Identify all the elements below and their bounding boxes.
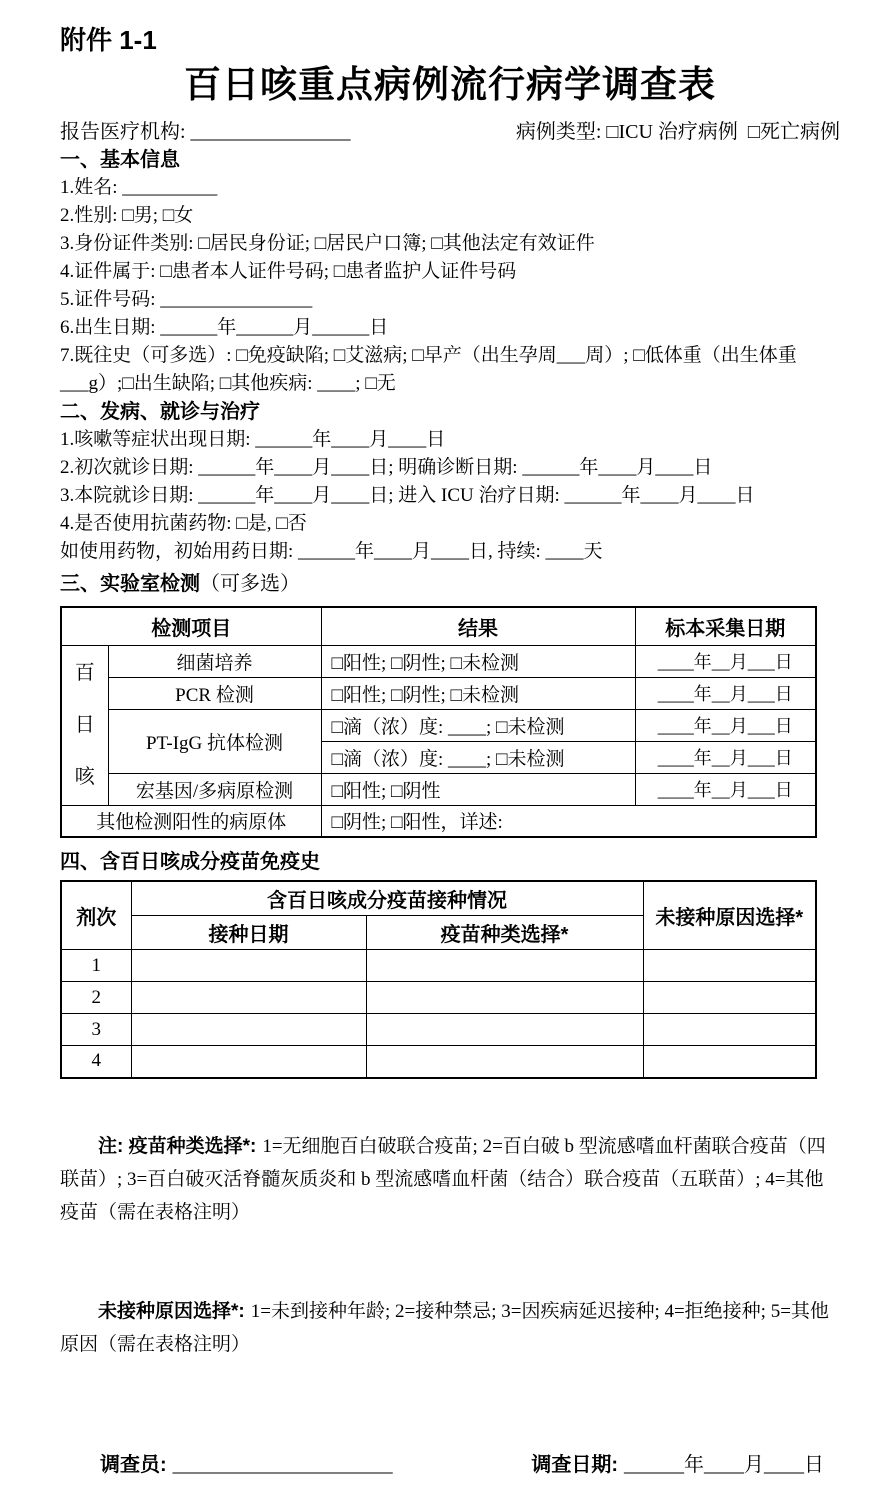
note-vaccine-types-label: 注: 疫苗种类选择*: [98, 1135, 257, 1157]
vaccine-type-cell [366, 982, 643, 1014]
lab-date-cell: ____年__月___日 [635, 709, 816, 741]
field-gender: 2.性别: □男; □女 [60, 205, 194, 226]
vaccination-date-cell [131, 1046, 366, 1078]
lab-item-cell: PT-IgG 抗体检测 [108, 709, 321, 773]
lab-heading-suffix: （可多选） [200, 573, 300, 595]
field-id-type: 3.身份证件类别: □居民身份证; □居民户口簿; □其他法定有效证件 [60, 233, 595, 254]
lab-row-pcr [61, 677, 816, 709]
note-reasons-label: 未接种原因选择*: [98, 1300, 245, 1322]
dose-number-cell: 1 [61, 950, 131, 982]
lab-date-cell: ____年__月___日 [635, 677, 816, 709]
lab-other-label-cell: 其他检测阳性的病原体 [61, 805, 321, 837]
field-history: 7.既往史（可多选）: □免疫缺陷; □艾滋病; □早产（出生孕周___周）; □低体重（出生体重___g）;□出生缺陷; □其他疾病: ____; □无 [60, 345, 797, 394]
lab-row-culture [61, 645, 816, 677]
lab-item-cell: 细菌培养 [108, 645, 321, 677]
lab-date-cell: ____年__月___日 [635, 741, 816, 773]
investigator-blank: ______________________ [172, 1453, 393, 1476]
vaccine-col-reason: 未接种原因选择* [643, 881, 816, 950]
vaccine-col-dose: 剂次 [61, 881, 131, 950]
no-vaccination-reason-cell [643, 1046, 816, 1078]
lab-result-cell: □阳性; □阴性; □未检测 [321, 677, 635, 709]
lab-result-cell: □阳性; □阴性 [321, 773, 635, 805]
vaccine-row-1 [61, 950, 816, 982]
survey-date-blank: ______年____月____日 [624, 1453, 824, 1476]
field-id-number: 5.证件号码: ________________ [60, 289, 313, 310]
field-symptom-date: 1.咳嗽等症状出现日期: ______年____月____日 [60, 429, 446, 450]
field-birth-date: 6.出生日期: ______年______月______日 [60, 317, 389, 338]
vaccine-col-date: 接种日期 [131, 916, 366, 950]
lab-header-row [61, 607, 816, 645]
section-heading-vaccine-history: 四、含百日咳成分疫苗免疫史 [60, 851, 320, 873]
vaccine-type-cell [366, 1046, 643, 1078]
lab-item-cell: PCR 检测 [108, 677, 321, 709]
vaccine-row-4 [61, 1046, 816, 1078]
vaccine-row-2 [61, 982, 816, 1014]
lab-row-ptigg-1 [61, 709, 816, 741]
note-reasons-text: 1=未到接种年龄; 2=接种禁忌; 3=因疾病延迟接种; 4=拒绝接种; 5=其他原因（需在表格注明） [60, 1300, 829, 1355]
section-heading-basic-info: 一、基本信息 [60, 149, 180, 171]
case-type-field: 病例类型: □ICU 治疗病例 □死亡病例 [515, 121, 840, 143]
lab-test-table [60, 606, 817, 838]
notes-section [60, 1097, 840, 1394]
field-name: 1.姓名: __________ [60, 177, 218, 198]
lab-group-label: 百日咳 [74, 662, 95, 788]
lab-row-metagenomic [61, 773, 816, 805]
lab-result-cell: □滴（浓）度: ____; □未检测 [321, 709, 635, 741]
note-no-vaccination-reasons [60, 1262, 840, 1394]
vaccination-date-cell [131, 1014, 366, 1046]
vaccination-date-cell [131, 982, 366, 1014]
vaccination-date-cell [131, 950, 366, 982]
lab-other-result-cell: □阴性; □阳性，详述: [321, 805, 816, 837]
note-vaccine-types-text: 1=无细胞百白破联合疫苗; 2=百白破 b 型流感嗜血杆菌联合疫苗（四联苗）; 3=百白破灭活脊髓灰质炎和 b 型流感嗜血杆菌（结合）联合疫苗（五联苗）; 4=其他疫苗（需在表格注明） [60, 1135, 826, 1223]
lab-row-other-pathogen [61, 805, 816, 837]
lab-date-cell: ____年__月___日 [635, 645, 816, 677]
footer-line [60, 1420, 840, 1510]
lab-col-item: 检测项目 [61, 607, 321, 645]
vaccine-type-cell [366, 950, 643, 982]
vaccine-col-type: 疫苗种类选择* [366, 916, 643, 950]
investigator-field [60, 1420, 393, 1510]
dose-number-cell: 4 [61, 1046, 131, 1078]
vaccine-history-table [60, 880, 817, 1079]
field-medication-date: 如使用药物，初始用药日期: ______年____月____日, 持续: ____天 [60, 541, 603, 562]
report-header-line [60, 118, 840, 146]
lab-group-cell [61, 645, 108, 805]
note-vaccine-types [60, 1097, 840, 1262]
field-id-owner: 4.证件属于: □患者本人证件号码; □患者监护人证件号码 [60, 261, 517, 282]
no-vaccination-reason-cell [643, 1014, 816, 1046]
lab-col-result: 结果 [321, 607, 635, 645]
dose-number-cell: 3 [61, 1014, 131, 1046]
lab-date-cell: ____年__月___日 [635, 773, 816, 805]
field-hospital-visit-date: 3.本院就诊日期: ______年____月____日; 进入 ICU 治疗日期: ______年____月____日 [60, 485, 755, 506]
no-vaccination-reason-cell [643, 982, 816, 1014]
survey-date-field [491, 1420, 824, 1510]
lab-result-cell: □滴（浓）度: ____; □未检测 [321, 741, 635, 773]
dose-number-cell: 2 [61, 982, 131, 1014]
no-vaccination-reason-cell [643, 950, 816, 982]
lab-result-cell: □阳性; □阴性; □未检测 [321, 645, 635, 677]
vaccine-type-cell [366, 1014, 643, 1046]
investigator-label: 调查员: [100, 1453, 167, 1476]
lab-col-date: 标本采集日期 [635, 607, 816, 645]
survey-date-label: 调查日期: [531, 1453, 618, 1476]
field-first-visit-date: 2.初次就诊日期: ______年____月____日; 明确诊断日期: ______年____月____日 [60, 457, 713, 478]
lab-heading-text: 三、实验室检测 [60, 573, 200, 595]
field-antibiotic-use: 4.是否使用抗菌药物: □是, □否 [60, 513, 307, 534]
lab-item-cell: 宏基因/多病原检测 [108, 773, 321, 805]
section-heading-lab-tests [60, 570, 840, 598]
attachment-label: 附件 1-1 [60, 25, 157, 55]
vaccine-header-row-1 [61, 881, 816, 916]
section-heading-onset-treatment: 二、发病、就诊与治疗 [60, 401, 260, 423]
report-org-field: 报告医疗机构: ________________ [60, 121, 351, 143]
vaccine-group-header: 含百日咳成分疫苗接种情况 [131, 881, 643, 916]
vaccine-row-3 [61, 1014, 816, 1046]
page-title: 百日咳重点病例流行病学调查表 [184, 65, 716, 106]
